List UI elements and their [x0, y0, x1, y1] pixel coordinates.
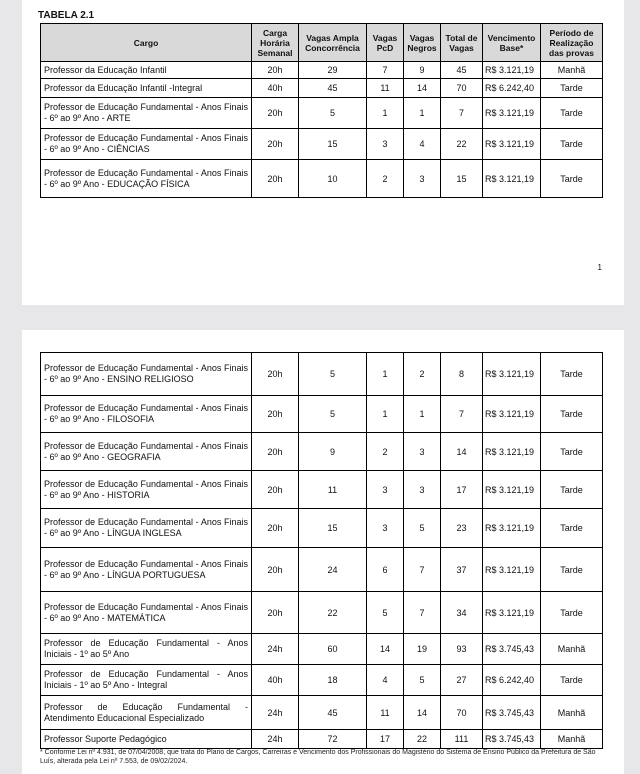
- cell-cargo: Professor de Educação Fundamental - Anos Finais - 6º ao 9º Ano - ENSINO RELIGIOSO: [41, 353, 252, 396]
- cell-vencimento: R$ 3.121,19: [483, 509, 541, 548]
- cell-pcd: 5: [367, 592, 404, 634]
- cell-negros: 22: [404, 730, 441, 749]
- cell-negros: 3: [404, 471, 441, 509]
- table-header-row: [41, 24, 603, 62]
- table-row: [41, 665, 603, 696]
- cell-ampla: 72: [299, 730, 367, 749]
- cell-periodo: Tarde: [541, 160, 603, 198]
- cell-cargo: Professor de Educação Fundamental - Anos Iniciais - 1º ao 5º Ano: [41, 634, 252, 665]
- cell-vencimento: R$ 3.745,43: [483, 696, 541, 730]
- cell-vencimento: R$ 3.121,19: [483, 592, 541, 634]
- cell-cargo: Professor de Educação Fundamental - Anos Finais - 6º ao 9º Ano - FILOSOFIA: [41, 396, 252, 433]
- cell-pcd: 1: [367, 396, 404, 433]
- cell-pcd: 1: [367, 98, 404, 129]
- cell-carga: 20h: [252, 548, 299, 592]
- cell-pcd: 11: [367, 696, 404, 730]
- cell-total: 14: [441, 433, 483, 471]
- cell-cargo: Professor de Educação Fundamental - Anos Finais - 6º ao 9º Ano - CIÊNCIAS: [41, 129, 252, 160]
- cell-cargo: Professor de Educação Fundamental - Atendimento Educacional Especializado: [41, 696, 252, 730]
- cell-periodo: Tarde: [541, 471, 603, 509]
- cell-pcd: 3: [367, 471, 404, 509]
- cell-carga: 20h: [252, 353, 299, 396]
- cell-vencimento: R$ 3.121,19: [483, 548, 541, 592]
- cell-pcd: 6: [367, 548, 404, 592]
- cell-periodo: Tarde: [541, 548, 603, 592]
- cell-carga: 24h: [252, 730, 299, 749]
- cell-negros: 5: [404, 509, 441, 548]
- cell-total: 15: [441, 160, 483, 198]
- cell-cargo: Professor de Educação Fundamental - Anos Finais - 6º ao 9º Ano - LÍNGUA INGLESA: [41, 509, 252, 548]
- cell-total: 93: [441, 634, 483, 665]
- cell-periodo: Manhã: [541, 696, 603, 730]
- cell-negros: 9: [404, 62, 441, 79]
- table-row: [41, 433, 603, 471]
- cell-negros: 3: [404, 160, 441, 198]
- cell-ampla: 18: [299, 665, 367, 696]
- cell-pcd: 1: [367, 353, 404, 396]
- cell-vencimento: R$ 3.745,43: [483, 634, 541, 665]
- cell-vencimento: R$ 3.121,19: [483, 396, 541, 433]
- cell-ampla: 29: [299, 62, 367, 79]
- cell-ampla: 5: [299, 353, 367, 396]
- cell-ampla: 24: [299, 548, 367, 592]
- cell-vencimento: R$ 6.242,40: [483, 79, 541, 98]
- cell-carga: 24h: [252, 696, 299, 730]
- document-page-1: [22, 0, 624, 305]
- cell-negros: 2: [404, 353, 441, 396]
- cell-cargo: Professor da Educação Infantil -Integral: [41, 79, 252, 98]
- table-row: [41, 509, 603, 548]
- cell-negros: 4: [404, 129, 441, 160]
- table-row: [41, 396, 603, 433]
- cell-periodo: Tarde: [541, 396, 603, 433]
- cell-pcd: 17: [367, 730, 404, 749]
- table-row: [41, 471, 603, 509]
- cell-carga: 20h: [252, 471, 299, 509]
- cell-negros: 1: [404, 98, 441, 129]
- cell-total: 8: [441, 353, 483, 396]
- cell-carga: 20h: [252, 129, 299, 160]
- cell-total: 22: [441, 129, 483, 160]
- cell-vencimento: R$ 3.121,19: [483, 160, 541, 198]
- header-vencimento: Vencimento Base*: [483, 24, 541, 62]
- cell-total: 17: [441, 471, 483, 509]
- cell-vencimento: R$ 3.121,19: [483, 98, 541, 129]
- cell-total: 7: [441, 98, 483, 129]
- table-row: [41, 62, 603, 79]
- cell-ampla: 15: [299, 129, 367, 160]
- cell-ampla: 11: [299, 471, 367, 509]
- cell-pcd: 14: [367, 634, 404, 665]
- cell-cargo: Professor de Educação Fundamental - Anos Finais - 6º ao 9º Ano - LÍNGUA PORTUGUESA: [41, 548, 252, 592]
- header-carga-horaria: Carga Horária Semanal: [252, 24, 299, 62]
- page-number: 1: [597, 263, 602, 272]
- cell-pcd: 3: [367, 509, 404, 548]
- cell-carga: 20h: [252, 160, 299, 198]
- cell-carga: 20h: [252, 592, 299, 634]
- cell-vencimento: R$ 3.745,43: [483, 730, 541, 749]
- table-row: [41, 696, 603, 730]
- cell-carga: 24h: [252, 634, 299, 665]
- cell-pcd: 7: [367, 62, 404, 79]
- table-row: [41, 160, 603, 198]
- header-vagas-negros: Vagas Negros: [404, 24, 441, 62]
- table-row: [41, 548, 603, 592]
- cell-negros: 3: [404, 433, 441, 471]
- header-periodo: Período de Realização das provas: [541, 24, 603, 62]
- cell-total: 37: [441, 548, 483, 592]
- cell-ampla: 15: [299, 509, 367, 548]
- cell-ampla: 45: [299, 696, 367, 730]
- cell-periodo: Tarde: [541, 509, 603, 548]
- table-row: [41, 98, 603, 129]
- cell-negros: 14: [404, 696, 441, 730]
- cell-carga: 40h: [252, 79, 299, 98]
- cell-periodo: Tarde: [541, 592, 603, 634]
- table-row: [41, 592, 603, 634]
- vacancy-table-part-1: [40, 23, 603, 198]
- footnote: * Conforme Lei nº 4.931, de 07/04/2008, que trata do Plano de Cargos, Carreiras e Vencimento dos Profissionais do Magistério do Sistema de Ensino Público da Prefeitura de São Luís, alterada pela Lei nº 7.553, de 09/02/2024.: [40, 749, 596, 765]
- cell-carga: 20h: [252, 396, 299, 433]
- cell-negros: 1: [404, 396, 441, 433]
- cell-periodo: Tarde: [541, 353, 603, 396]
- cell-pcd: 3: [367, 129, 404, 160]
- cell-ampla: 60: [299, 634, 367, 665]
- cell-cargo: Professor de Educação Fundamental - Anos Finais - 6º ao 9º Ano - EDUCAÇÃO FÍSICA: [41, 160, 252, 198]
- cell-periodo: Tarde: [541, 129, 603, 160]
- cell-ampla: 9: [299, 433, 367, 471]
- cell-negros: 7: [404, 592, 441, 634]
- cell-total: 111: [441, 730, 483, 749]
- header-cargo: Cargo: [41, 24, 252, 62]
- cell-pcd: 11: [367, 79, 404, 98]
- cell-vencimento: R$ 3.121,19: [483, 353, 541, 396]
- cell-vencimento: R$ 3.121,19: [483, 62, 541, 79]
- cell-carga: 20h: [252, 98, 299, 129]
- cell-total: 70: [441, 696, 483, 730]
- cell-periodo: Tarde: [541, 665, 603, 696]
- cell-carga: 40h: [252, 665, 299, 696]
- header-total-vagas: Total de Vagas: [441, 24, 483, 62]
- cell-periodo: Manhã: [541, 62, 603, 79]
- document-page-2: [22, 330, 624, 774]
- cell-ampla: 22: [299, 592, 367, 634]
- cell-ampla: 5: [299, 98, 367, 129]
- header-vagas-pcd: Vagas PcD: [367, 24, 404, 62]
- cell-total: 34: [441, 592, 483, 634]
- cell-total: 27: [441, 665, 483, 696]
- cell-pcd: 2: [367, 433, 404, 471]
- cell-cargo: Professor de Educação Fundamental - Anos Iniciais - 1º ao 5º Ano - Integral: [41, 665, 252, 696]
- table-row: [41, 353, 603, 396]
- cell-cargo: Professor de Educação Fundamental - Anos Finais - 6º ao 9º Ano - MATEMÁTICA: [41, 592, 252, 634]
- table-row: [41, 634, 603, 665]
- cell-ampla: 10: [299, 160, 367, 198]
- table-title: TABELA 2.1: [38, 10, 95, 21]
- cell-cargo: Professor Suporte Pedagógico: [41, 730, 252, 749]
- table-row: [41, 129, 603, 160]
- vacancy-table-part-2: [40, 352, 603, 749]
- cell-pcd: 4: [367, 665, 404, 696]
- cell-carga: 20h: [252, 509, 299, 548]
- cell-periodo: Manhã: [541, 730, 603, 749]
- cell-total: 7: [441, 396, 483, 433]
- cell-vencimento: R$ 6.242,40: [483, 665, 541, 696]
- cell-negros: 14: [404, 79, 441, 98]
- cell-cargo: Professor de Educação Fundamental - Anos Finais - 6º ao 9º Ano - HISTORIA: [41, 471, 252, 509]
- cell-periodo: Tarde: [541, 79, 603, 98]
- cell-periodo: Tarde: [541, 433, 603, 471]
- cell-carga: 20h: [252, 433, 299, 471]
- cell-total: 70: [441, 79, 483, 98]
- cell-vencimento: R$ 3.121,19: [483, 471, 541, 509]
- cell-vencimento: R$ 3.121,19: [483, 433, 541, 471]
- cell-vencimento: R$ 3.121,19: [483, 129, 541, 160]
- cell-carga: 20h: [252, 62, 299, 79]
- header-vagas-ampla: Vagas Ampla Concorrência: [299, 24, 367, 62]
- table-row: [41, 79, 603, 98]
- cell-ampla: 45: [299, 79, 367, 98]
- cell-periodo: Tarde: [541, 98, 603, 129]
- cell-total: 45: [441, 62, 483, 79]
- cell-total: 23: [441, 509, 483, 548]
- cell-negros: 5: [404, 665, 441, 696]
- cell-cargo: Professor de Educação Fundamental - Anos Finais - 6º ao 9º Ano - GEOGRAFIA: [41, 433, 252, 471]
- table-row: [41, 730, 603, 749]
- cell-cargo: Professor de Educação Fundamental - Anos Finais - 6º ao 9º Ano - ARTE: [41, 98, 252, 129]
- cell-negros: 19: [404, 634, 441, 665]
- cell-cargo: Professor da Educação Infantil: [41, 62, 252, 79]
- cell-negros: 7: [404, 548, 441, 592]
- cell-ampla: 5: [299, 396, 367, 433]
- cell-pcd: 2: [367, 160, 404, 198]
- cell-periodo: Manhã: [541, 634, 603, 665]
